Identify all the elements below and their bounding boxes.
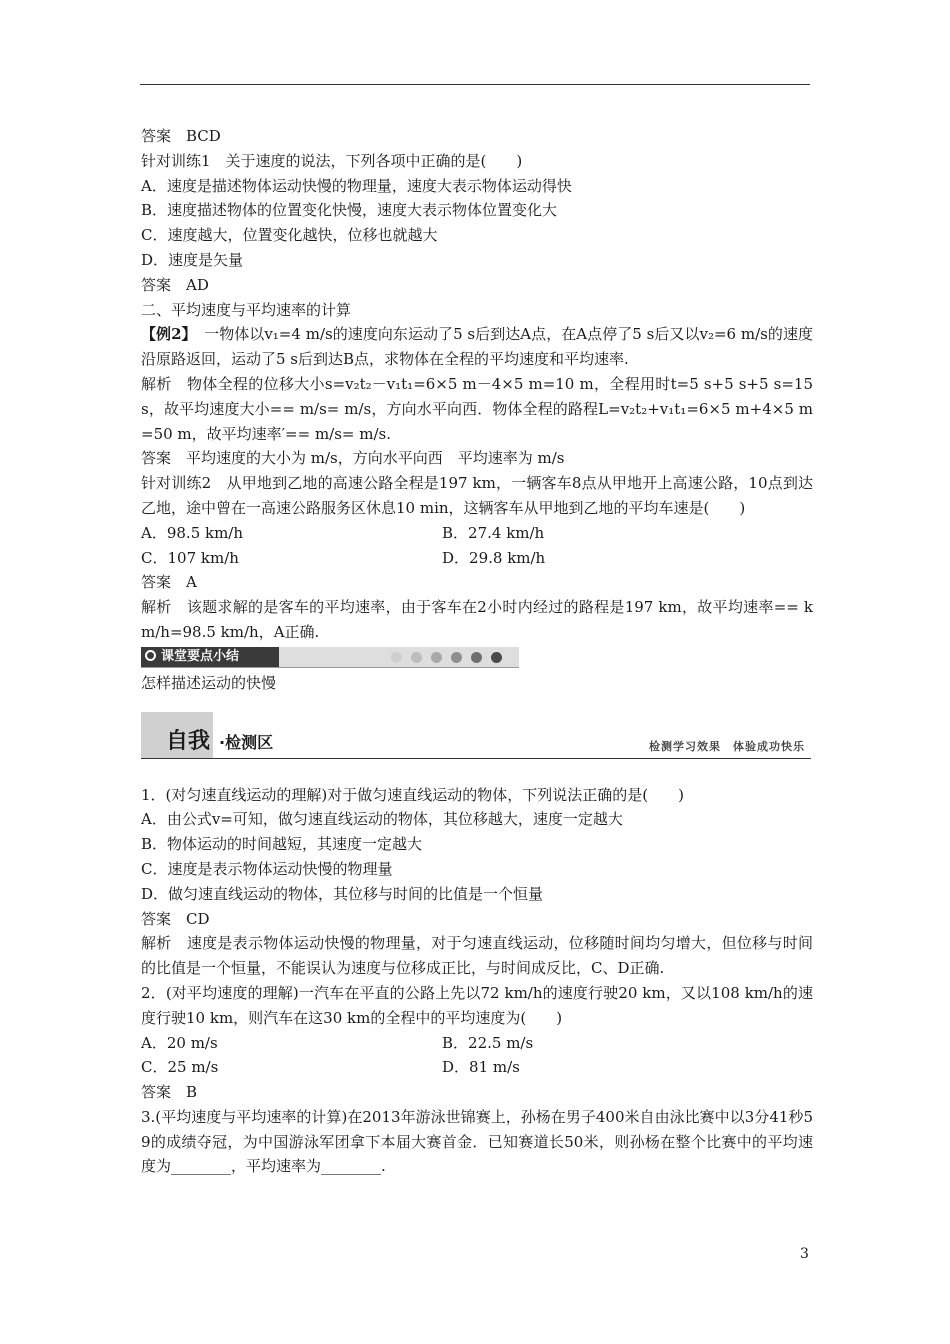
analysis-text: 解析 速度是表示物体运动快慢的物理量，对于匀速直线运动，位移随时间均匀增大，但位移与时间的比值是一个恒量，不能误认为速度与位移成正比，与时间成反比，C、D正确. [141,934,813,978]
answer-line: 答案 CD [141,909,210,928]
option-b: B．物体运动的时间越短，其速度一定越大 [141,835,423,854]
self-check-header [141,712,811,759]
option-c: C．速度越大，位置变化越快，位移也就越大 [141,226,438,245]
answer-line: 答案 AD [141,275,209,294]
circle-icon [145,650,156,661]
page-number: 3 [800,1246,809,1262]
answer-line: 答案 BCD [141,127,221,145]
analysis-text: 解析 该题求解的是客车的平均速率，由于客车在2小时内经过的路程是197 km，故平均速率== km/h=98.5 km/h，A正确. [141,598,813,641]
summary-banner [141,647,519,668]
dot-icon [391,652,402,663]
self-check-slogan: 检测学习效果 体验成功快乐 [649,739,805,753]
content [141,124,813,1179]
options-row: A．20 m/s B．22.5 m/s [141,1033,534,1052]
practice-question: 针对训练2 从甲地到乙地的高速公路全程是197 km，一辆客车8点从甲地开上高速公路，10点到达乙地，途中曾在一高速公路服务区休息10 min，这辆客车从甲地到乙地的平均车速是( ) [141,474,813,517]
dot-icon [451,652,462,663]
decorative-dots [391,652,502,663]
dot-icon [431,652,442,663]
summary-label: 课堂要点小结 [141,647,279,667]
summary-text: 怎样描述运动的快慢 [141,673,277,692]
question-2: 2．(对平均速度的理解)一汽车在平直的公路上先以72 km/h的速度行驶20 km，又以108 km/h的速度行驶10 km，则汽车在这30 km的全程中的平均速度为( ) [141,983,813,1027]
answer-line: 答案 平均速度的大小为 m/s，方向水平向西 平均速率为 m/s [141,449,565,468]
question-3: 3.(平均速度与平均速率的计算)在2013年游泳世锦赛上，孙杨在男子400米自由泳比赛中以3分41秒59的成绩夺冠，为中国游泳军团拿下本届大赛首金．已知赛道长50米，则孙杨在整个比赛中的平均速度为________，平均速率为________. [141,1107,813,1176]
example-label: 【例2】 [141,325,190,344]
analysis-text: 解析 物体全程的位移大小s=v₂t₂－v₁t₁=6×5 m－4×5 m=10 m，全程用时t=5 s+5 s+5 s=15 s，故平均速度大小== m/s= m/s，方向水平向西．物体全程的路程L=v₂t₂+v₁t₁=6×5 m+4×5 m=50 m，故平均速率′== m/s= m/s. [141,374,813,443]
practice-question: 针对训练1 关于速度的说法，下列各项中正确的是( ) [141,151,523,170]
answer-line: 答案 B [141,1083,198,1102]
option-c: C．速度是表示物体运动快慢的物理量 [141,859,393,878]
option-a: A．速度是描述物体运动快慢的物理量，速度大表示物体运动得快 [141,176,572,195]
option-d: D．速度是矢量 [141,250,244,269]
option-a: A．由公式v=可知，做匀速直线运动的物体，其位移越大，速度一定越大 [141,810,623,829]
section-heading: 二、平均速度与平均速率的计算 [141,300,352,319]
options-row: C．107 km/h D．29.8 km/h [141,548,546,567]
question-1: 1．(对匀速直线运动的理解)对于做匀速直线运动的物体，下列说法正确的是( ) [141,785,684,804]
option-b: B．速度描述物体的位置变化快慢，速度大表示物体位置变化大 [141,201,558,220]
self-check-subtitle: ·检测区 [219,732,274,752]
header-rule [140,84,810,85]
self-check-title: 自我 [166,728,211,754]
option-d: D．做匀速直线运动的物体，其位移与时间的比值是一个恒量 [141,884,544,903]
options-row: C．25 m/s D．81 m/s [141,1058,520,1077]
dot-icon [471,652,482,663]
dot-icon [411,652,422,663]
answer-line: 答案 A [141,573,197,592]
example-text: 【例2】 一物体以v₁=4 m/s的速度向东运动了5 s后到达A点，在A点停了5 s后又以v₂=6 m/s的速度沿原路返回，运动了5 s后到达B点，求物体在全程的平均速度和平均速率. [141,325,814,369]
dot-icon [491,652,502,663]
options-row: A．98.5 km/h B．27.4 km/h [141,523,545,542]
